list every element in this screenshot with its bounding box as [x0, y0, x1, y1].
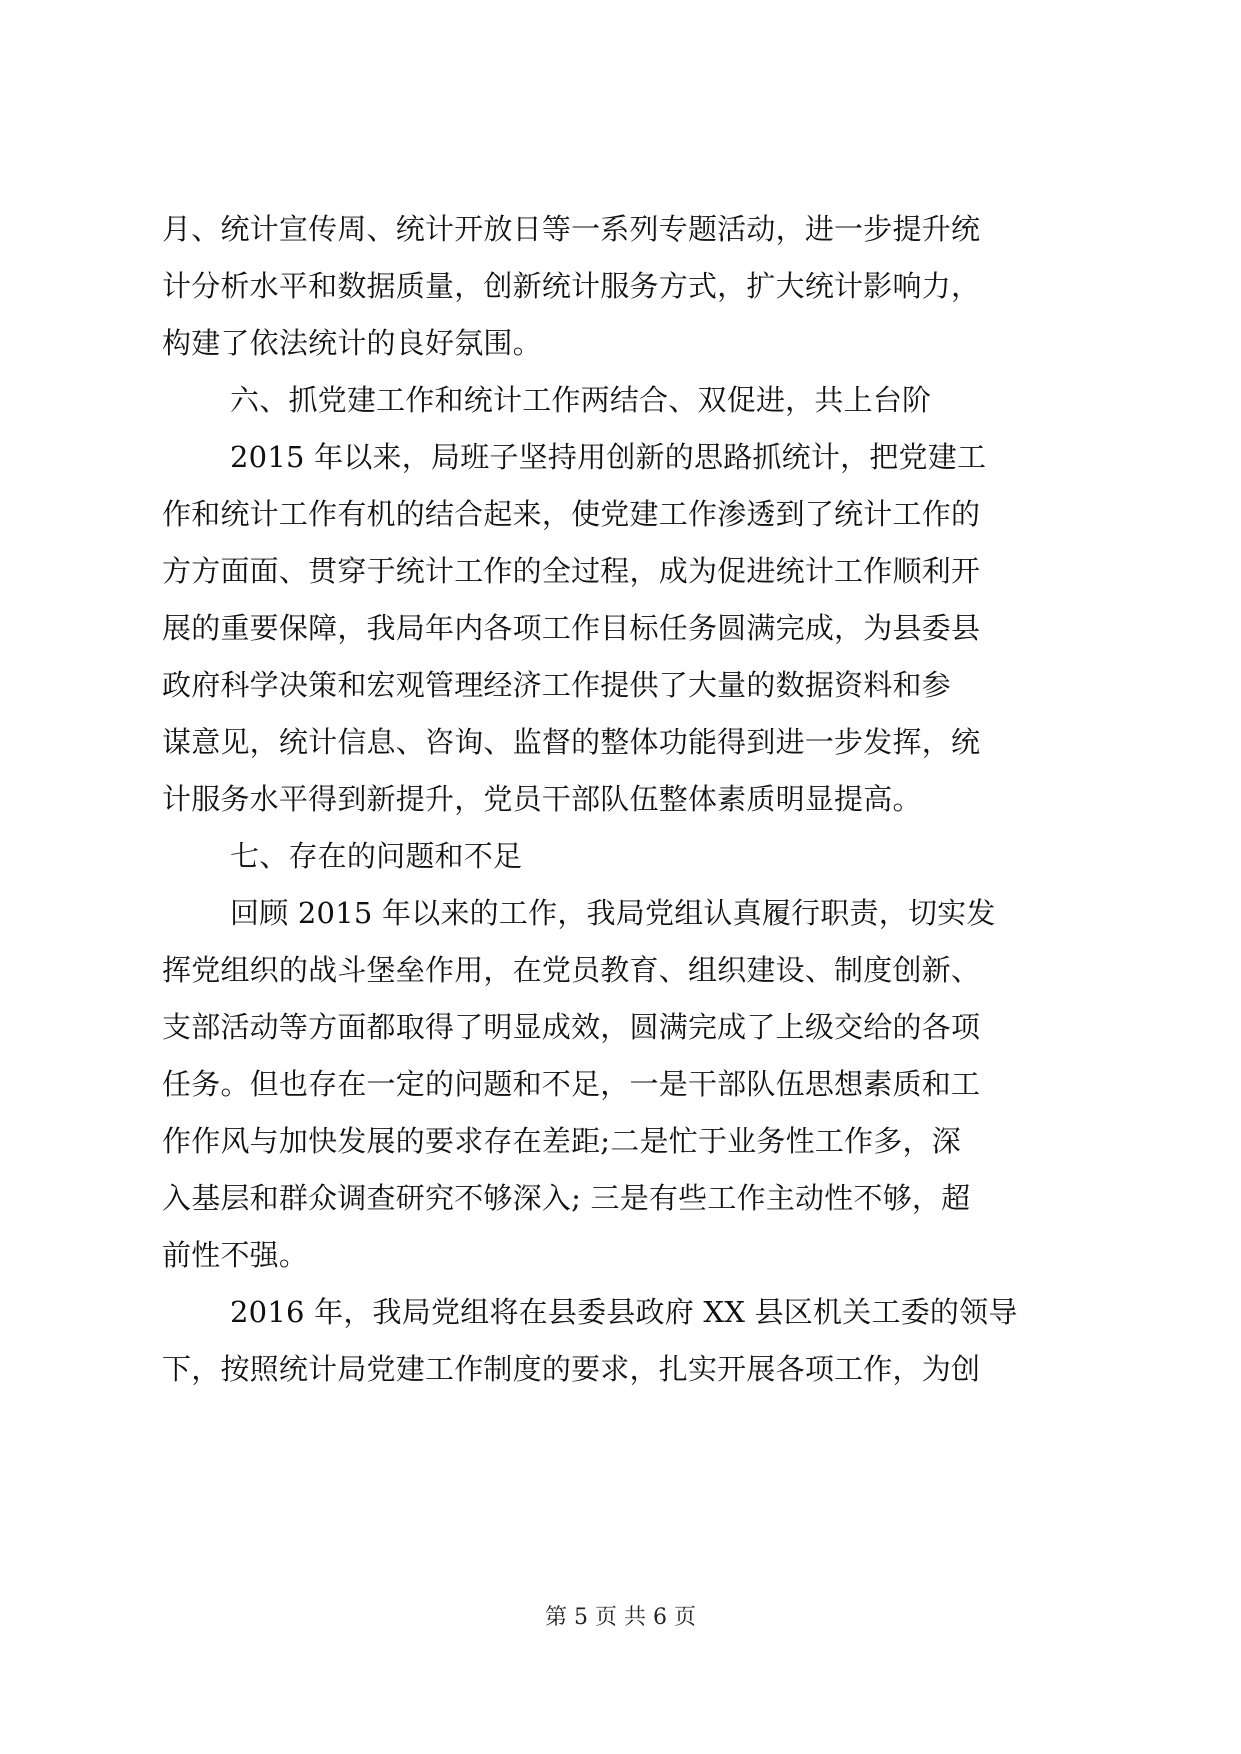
- paragraph-line: 构建了依法统计的良好氛围。: [162, 326, 542, 360]
- section-heading: 六、抓党建工作和统计工作两结合、双促进，共上台阶: [230, 383, 932, 417]
- paragraph-line: 下，按照统计局党建工作制度的要求，扎实开展各项工作，为创: [162, 1352, 981, 1386]
- paragraph-line: 政府科学决策和宏观管理经济工作提供了大量的数据资料和参: [162, 668, 951, 702]
- paragraph-line: 2016 年，我局党组将在县委县政府 XX 县区机关工委的领导: [230, 1295, 1018, 1329]
- paragraph-line: 前性不强。: [162, 1238, 309, 1272]
- paragraph-line: 月、统计宣传周、统计开放日等一系列专题活动，进一步提升统: [162, 212, 981, 246]
- paragraph-line: 计服务水平得到新提升，党员干部队伍整体素质明显提高。: [162, 782, 922, 816]
- paragraph-line: 作作风与加快发展的要求存在差距;二是忙于业务性工作多，深: [162, 1124, 961, 1158]
- section-heading: 七、存在的问题和不足: [230, 839, 523, 873]
- paragraph-line: 方方面面、贯穿于统计工作的全过程，成为促进统计工作顺利开: [162, 554, 981, 588]
- paragraph-line: 回顾 2015 年以来的工作，我局党组认真履行职责，切实发: [230, 896, 996, 930]
- paragraph-line: 作和统计工作有机的结合起来，使党建工作渗透到了统计工作的: [162, 497, 981, 531]
- paragraph-line: 挥党组织的战斗堡垒作用，在党员教育、组织建设、制度创新、: [162, 953, 981, 987]
- paragraph-line: 任务。但也存在一定的问题和不足，一是干部队伍思想素质和工: [162, 1067, 981, 1101]
- page-number-footer: 第 5 页 共 6 页: [545, 1605, 696, 1630]
- paragraph-line: 展的重要保障，我局年内各项工作目标任务圆满完成，为县委县: [162, 611, 981, 645]
- paragraph-line: 2015 年以来，局班子坚持用创新的思路抓统计，把党建工: [230, 440, 987, 474]
- paragraph-line: 入基层和群众调查研究不够深入; 三是有些工作主动性不够，超: [162, 1181, 971, 1215]
- paragraph-line: 支部活动等方面都取得了明显成效，圆满完成了上级交给的各项: [162, 1010, 981, 1044]
- paragraph-line: 谋意见，统计信息、咨询、监督的整体功能得到进一步发挥，统: [162, 725, 981, 759]
- paragraph-line: 计分析水平和数据质量，创新统计服务方式，扩大统计影响力，: [162, 269, 981, 303]
